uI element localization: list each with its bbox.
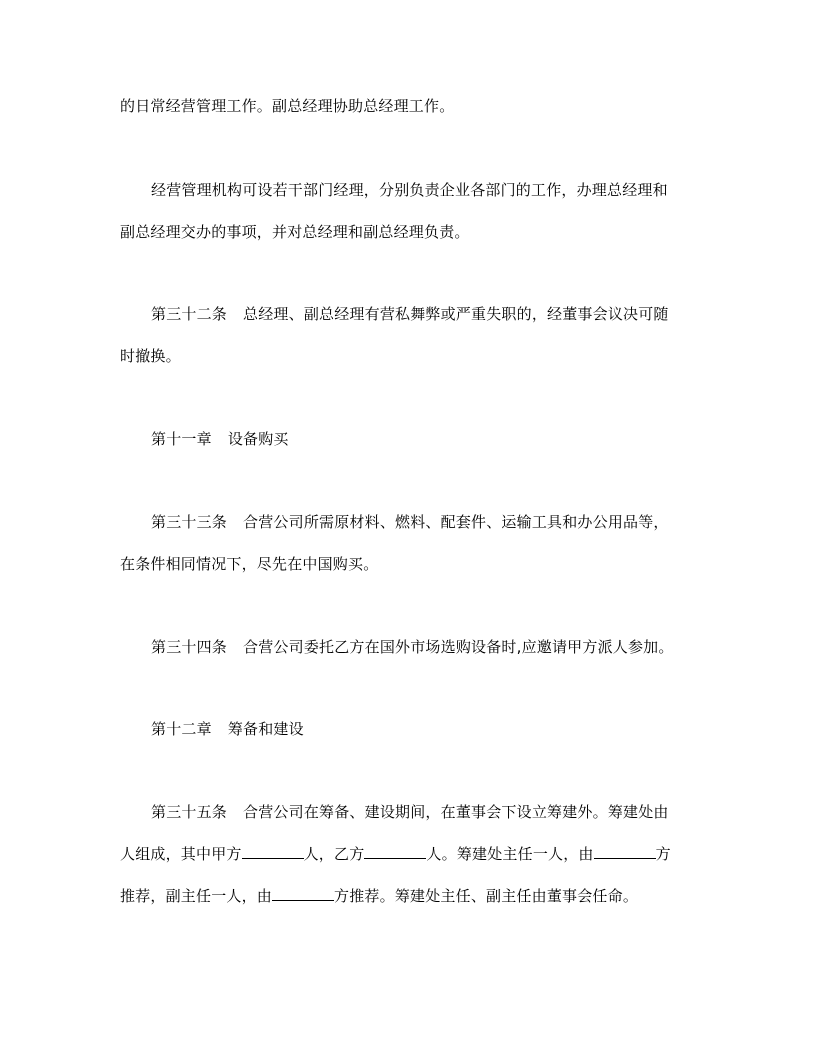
article-35-line (151, 802, 731, 822)
fill-in-blank[interactable] (594, 844, 656, 859)
fill-in-blank[interactable] (364, 844, 426, 859)
chapter-11-heading (151, 429, 731, 449)
chapter-12-heading (151, 719, 731, 739)
text-line: 总经理、副总经理有营私舞弊或严重失职的，经董事会议决可随 (243, 305, 669, 323)
text-line: 在条件相同情况下，尽先在中国购买。 (120, 555, 379, 573)
text-segment: 人组成，其中甲方 (120, 845, 242, 863)
chapter-number: 第十二章 (151, 720, 212, 738)
paragraph-line (120, 222, 700, 242)
text-segment: 人。筹建处主任一人，由 (426, 845, 594, 863)
paragraph-line (120, 346, 700, 366)
paragraph-line (120, 844, 700, 864)
paragraph-line (120, 554, 700, 574)
text-line: 的日常经营管理工作。副总经理协助总经理工作。 (120, 97, 455, 115)
fill-in-blank[interactable] (272, 886, 334, 901)
chapter-number: 第十一章 (151, 430, 212, 448)
text-segment: 方 (655, 845, 671, 863)
article-32-line (151, 304, 731, 324)
article-number: 第三十三条 (151, 513, 228, 531)
chapter-title: 筹备和建设 (227, 720, 304, 738)
text-line: 经营管理机构可设若干部门经理，分别负责企业各部门的工作，办理总经理和 (151, 181, 668, 199)
text-line: 合营公司委托乙方在国外市场选购设备时,应邀请甲方派人参加。 (243, 638, 674, 656)
paragraph-line (151, 180, 731, 200)
article-34-line (151, 637, 731, 657)
paragraph-line (120, 886, 700, 906)
text-segment: 方推荐。筹建处主任、副主任由董事会任命。 (334, 887, 639, 905)
article-number: 第三十五条 (151, 803, 228, 821)
text-line: 合营公司所需原材料、燃料、配套件、运输工具和办公用品等， (243, 513, 669, 531)
text-line: 时撤换。 (120, 347, 181, 365)
text-segment: 人，乙方 (303, 845, 365, 863)
article-number: 第三十二条 (151, 305, 228, 323)
text-segment: 推荐，副主任一人，由 (120, 887, 273, 905)
chapter-title: 设备购买 (227, 430, 289, 448)
article-33-line (151, 512, 731, 532)
article-number: 第三十四条 (151, 638, 228, 656)
text-line: 副总经理交办的事项，并对总经理和副总经理负责。 (120, 223, 470, 241)
text-line: 合营公司在筹备、建设期间，在董事会下设立筹建外。筹建处由 (243, 803, 669, 821)
fill-in-blank[interactable] (242, 844, 304, 859)
paragraph-line (120, 96, 700, 116)
